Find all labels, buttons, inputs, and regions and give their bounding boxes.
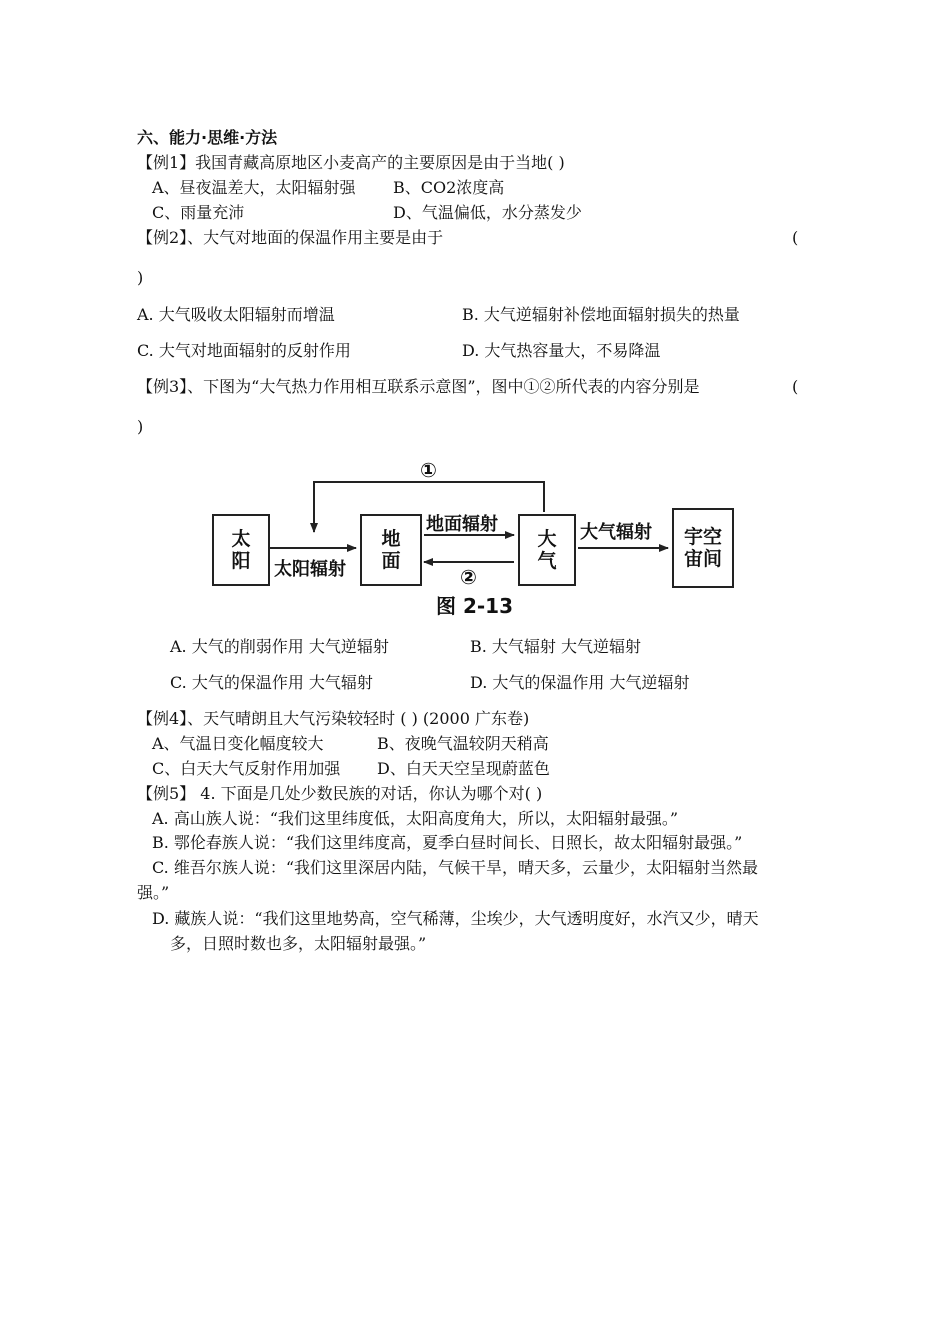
ex2-option-a: A. 大气吸收太阳辐射而增温 xyxy=(137,305,335,324)
ex2-question: 【例2】、大气对地面的保温作用主要是由于 xyxy=(137,228,444,247)
sun-box: 太阳 xyxy=(212,514,270,586)
ex5-question: 【例5】 4. 下面是几处少数民族的对话，你认为哪个对( ) xyxy=(137,784,543,803)
ex3-option-a: A. 大气的削弱作用 大气逆辐射 xyxy=(170,637,389,656)
marker-2: ② xyxy=(460,565,477,589)
ex2-option-c: C. 大气对地面辐射的反射作用 xyxy=(137,341,351,360)
atmos-radiation-label: 大气辐射 xyxy=(580,522,652,543)
ex4-option-d: D、白天天空呈现蔚蓝色 xyxy=(377,759,550,778)
ex3-option-d: D. 大气的保温作用 大气逆辐射 xyxy=(470,673,690,692)
ex2-option-b: B. 大气逆辐射补偿地面辐射损失的热量 xyxy=(462,305,740,324)
ex4-option-a: A、气温日变化幅度较大 xyxy=(152,734,324,753)
ex2-option-d: D. 大气热容量大，不易降温 xyxy=(462,341,661,360)
ex5-option-a: A. 高山族人说：“我们这里纬度低，太阳高度角大，所以，太阳辐射最强。” xyxy=(152,809,679,828)
figure-caption: 图 2-13 xyxy=(436,594,514,618)
marker-1: ① xyxy=(420,458,437,482)
ex2-paren-open: ( xyxy=(792,228,799,247)
ex1-option-d: D、气温偏低，水分蒸发少 xyxy=(393,203,582,222)
ex3-question: 【例3】、下图为“大气热力作用相互联系示意图”，图中①②所代表的内容分别是 xyxy=(137,377,700,396)
atmosphere-box: 大气 xyxy=(518,514,576,586)
space-box: 宇空宙间 xyxy=(672,508,734,588)
ex4-option-c: C、白天大气反射作用加强 xyxy=(152,759,341,778)
ex3-option-c: C. 大气的保温作用 大气辐射 xyxy=(170,673,373,692)
section-title: 六、能力·思维·方法 xyxy=(137,128,278,147)
ex1-option-a: A、昼夜温差大，太阳辐射强 xyxy=(152,178,356,197)
ex3-paren-open: ( xyxy=(792,377,799,396)
ex1-option-c: C、雨量充沛 xyxy=(152,203,245,222)
ex1-question: 【例1】我国青藏高原地区小麦高产的主要原因是由于当地( ) xyxy=(137,153,565,172)
ground-radiation-label: 地面辐射 xyxy=(426,514,498,535)
ex4-question: 【例4】、天气晴朗且大气污染较轻时 ( ) (2000 广东卷) xyxy=(137,709,530,728)
ex1-option-b: B、CO2浓度高 xyxy=(393,178,505,197)
ex5-option-d-line1: D. 藏族人说：“我们这里地势高，空气稀薄，尘埃少，大气透明度好，水汽又少，晴天 xyxy=(152,909,759,928)
ex5-option-c-line2: 强。” xyxy=(137,883,170,902)
solar-radiation-label: 太阳辐射 xyxy=(274,559,346,580)
ground-box: 地面 xyxy=(360,514,422,586)
ex5-option-c-line1: C. 维吾尔族人说：“我们这里深居内陆，气候干旱，晴天多，云量少，太阳辐射当然最 xyxy=(152,858,759,877)
ex3-paren-close: ) xyxy=(137,417,144,436)
ex5-option-d-line2: 多，日照时数也多，太阳辐射最强。” xyxy=(170,934,427,953)
ex2-paren-close: ) xyxy=(137,268,144,287)
ex3-option-b: B. 大气辐射 大气逆辐射 xyxy=(470,637,642,656)
atmosphere-heat-diagram xyxy=(208,452,736,620)
ex4-option-b: B、夜晚气温较阴天稍高 xyxy=(377,734,549,753)
ex5-option-b: B. 鄂伦春族人说：“我们这里纬度高，夏季白昼时间长、日照长，故太阳辐射最强。” xyxy=(152,833,743,852)
